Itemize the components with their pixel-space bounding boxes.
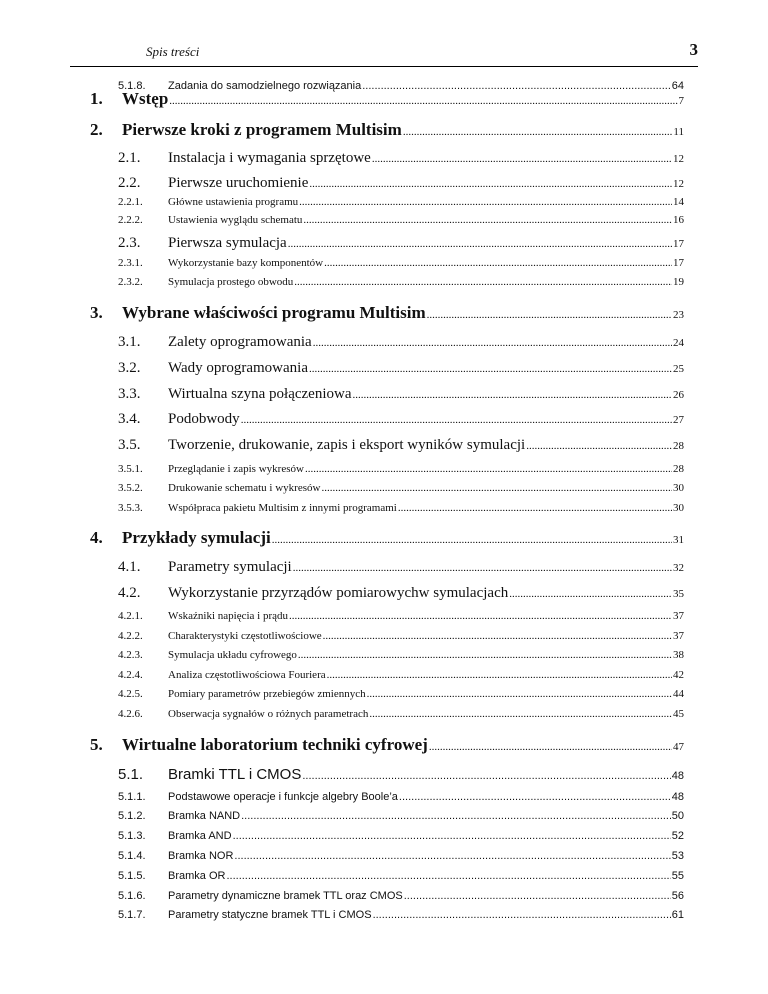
toc-entry-title: Zadania do samodzielnego rozwiązania (168, 80, 362, 92)
toc-entry-title: Wykorzystanie przyrządów pomiarowychw symulacjach (168, 585, 509, 601)
toc-entry-title: Parametry dynamiczne bramek TTL oraz CMOS (168, 890, 403, 902)
toc-entry (90, 482, 684, 496)
toc-entry (90, 870, 684, 884)
toc-entry (90, 334, 684, 352)
toc-entry-number: 4.2.3. (118, 649, 143, 661)
toc-entry (90, 735, 684, 755)
dot-leader (403, 126, 673, 138)
toc-entry-page: 61 (671, 909, 684, 921)
dot-leader (289, 610, 672, 622)
toc-entry-title: Pomiary parametrów przebiegów zmiennych (168, 688, 366, 700)
dot-leader (241, 810, 671, 822)
running-title: Spis treści (146, 44, 200, 59)
toc-entry-page: 27 (673, 414, 684, 426)
toc-entry-number: 2.2. (118, 175, 141, 191)
dot-leader (288, 238, 672, 250)
toc-entry-page: 28 (673, 463, 684, 475)
dot-leader (234, 850, 670, 862)
dot-leader (169, 95, 677, 107)
toc-entry-number: 2.3.1. (118, 257, 143, 269)
toc-entry-number: 4.2.1. (118, 610, 143, 622)
toc-entry-number: 5.1.8. (118, 80, 146, 92)
toc-entry-number: 5.1.7. (118, 909, 146, 921)
toc-entry-title: Wstęp (122, 89, 169, 108)
toc-entry-title: Drukowanie schematu i wykresów (168, 482, 321, 494)
toc-entry-title: Tworzenie, drukowanie, zapis i eksport wyników symulacji (168, 437, 526, 453)
toc-entry (90, 463, 684, 477)
toc-entry-number: 5.1.4. (118, 850, 146, 862)
toc-entry-title: Współpraca pakietu Multisim z innymi programami (168, 502, 397, 514)
toc-entry-title: Pierwsze kroki z programem Multisim (122, 120, 402, 139)
toc-entry-page: 64 (671, 80, 684, 92)
toc-entry (90, 585, 684, 603)
toc-entry-number: 4.2.2. (118, 630, 143, 642)
toc-entry-number: 2.1. (118, 150, 141, 166)
dot-leader (294, 276, 672, 288)
toc-entry (90, 196, 684, 210)
toc-entry-page: 31 (673, 534, 684, 546)
toc-entry (90, 791, 684, 805)
toc-entry (90, 80, 684, 94)
dot-leader (309, 363, 672, 375)
dot-leader (429, 741, 672, 753)
toc-entry (90, 150, 684, 168)
toc-entry-page: 12 (673, 178, 684, 190)
toc-entry-number: 5.1.1. (118, 791, 146, 803)
toc-entry-title: Wirtualne laboratorium techniki cyfrowej (122, 735, 428, 754)
toc-entry-number: 3.4. (118, 411, 141, 427)
toc-entry-number: 3.5.1. (118, 463, 143, 475)
dot-leader (352, 389, 672, 401)
toc-entry (90, 502, 684, 516)
dot-leader (302, 770, 670, 782)
toc-entry-number: 4.1. (118, 559, 141, 575)
toc-entry-title: Przykłady symulacji (122, 528, 271, 547)
toc-entry-title: Symulacja prostego obwodu (168, 276, 294, 288)
toc-entry-page: 32 (673, 562, 684, 574)
toc-entry (90, 669, 684, 683)
toc-entry-title: Ustawienia wyglądu schematu (168, 214, 303, 226)
dot-leader (226, 870, 670, 882)
toc-entry-page: 56 (671, 890, 684, 902)
dot-leader (241, 414, 672, 426)
toc-entry (90, 830, 684, 844)
toc-entry-page: 50 (671, 810, 684, 822)
dot-leader (233, 830, 671, 842)
toc-entry-page: 14 (673, 196, 684, 208)
toc-entry (90, 257, 684, 271)
dot-leader (305, 463, 672, 475)
toc-entry-title: Obserwacja sygnałów o różnych parametrach (168, 708, 369, 720)
toc-entry-number: 5.1.6. (118, 890, 146, 902)
toc-entry-page: 53 (671, 850, 684, 862)
toc-entry-number: 4. (90, 528, 103, 547)
toc-entry (90, 649, 684, 663)
toc-entry-number: 2.3.2. (118, 276, 143, 288)
toc-entry-number: 4.2.6. (118, 708, 143, 720)
toc-entry-page: 37 (673, 610, 684, 622)
dot-leader (299, 196, 672, 208)
toc-entry-title: Pierwsza symulacja (168, 235, 287, 251)
toc-entry-page: 48 (671, 770, 684, 782)
toc-entry-number: 3.2. (118, 360, 141, 376)
toc-entry-page: 11 (673, 126, 684, 138)
toc-entry-number: 3.5. (118, 437, 141, 453)
toc-entry-title: Wirtualna szyna połączeniowa (168, 386, 352, 402)
toc-entry-number: 3.5.2. (118, 482, 143, 494)
toc-entry-page: 19 (673, 276, 684, 288)
toc-entry-title: Podobwody (168, 411, 240, 427)
dot-leader (362, 80, 671, 92)
toc-entry (90, 120, 684, 140)
dot-leader (509, 588, 672, 600)
dot-leader (398, 502, 672, 514)
toc-entry-number: 2. (90, 120, 103, 139)
dot-leader (309, 178, 672, 190)
dot-leader (399, 791, 671, 803)
dot-leader (427, 309, 672, 321)
toc-entry-page: 35 (673, 588, 684, 600)
toc-entry-title: Bramka OR (168, 870, 226, 882)
toc-entry-title: Instalacja i wymagania sprzętowe (168, 150, 371, 166)
toc-entry-number: 4.2. (118, 585, 141, 601)
dot-leader (321, 482, 672, 494)
toc-entry (90, 303, 684, 323)
toc-entry-number: 5.1.3. (118, 830, 146, 842)
dot-leader (324, 257, 672, 269)
toc-entry-page: 48 (671, 791, 684, 803)
toc-entry (90, 708, 684, 722)
toc-entry (90, 214, 684, 228)
toc-entry-title: Symulacja układu cyfrowego (168, 649, 297, 661)
toc-entry (90, 630, 684, 644)
toc-entry-page: 7 (678, 95, 684, 107)
dot-leader (272, 534, 672, 546)
toc-entry-title: Wybrane właściwości programu Multisim (122, 303, 426, 322)
page-number: 3 (689, 40, 698, 59)
toc-entry (90, 276, 684, 290)
toc-entry-number: 4.2.5. (118, 688, 143, 700)
toc-entry-title: Analiza częstotliwościowa Fouriera (168, 669, 326, 681)
toc-entry (90, 610, 684, 624)
toc-entry (90, 360, 684, 378)
toc-entry (90, 890, 684, 904)
toc-entry-page: 24 (673, 337, 684, 349)
dot-leader (323, 630, 672, 642)
toc-entry (90, 909, 684, 923)
toc-entry-title: Bramka NOR (168, 850, 234, 862)
toc-entry (90, 175, 684, 193)
toc-entry-page: 52 (671, 830, 684, 842)
toc-entry-number: 3. (90, 303, 103, 322)
toc-entry-page: 30 (673, 482, 684, 494)
toc-entry-page: 38 (673, 649, 684, 661)
toc-entry-title: Przeglądanie i zapis wykresów (168, 463, 304, 475)
toc-entry (90, 386, 684, 404)
toc-entry-number: 3.3. (118, 386, 141, 402)
toc-entry-page: 44 (673, 688, 684, 700)
toc-entry-title: Wskaźniki napięcia i prądu (168, 610, 289, 622)
toc-entry-title: Bramka AND (168, 830, 232, 842)
toc-entry-page: 23 (673, 309, 684, 321)
toc-entry (90, 235, 684, 253)
toc-entry-page: 47 (673, 741, 684, 753)
toc-entry-page: 17 (673, 238, 684, 250)
toc-entry (90, 766, 684, 784)
toc-entry-number: 3.1. (118, 334, 141, 350)
toc-entry-title: Bramki TTL i CMOS (168, 766, 302, 783)
toc-entry-number: 5.1.5. (118, 870, 146, 882)
toc-entry-page: 17 (673, 257, 684, 269)
dot-leader (526, 440, 672, 452)
toc-entry-page: 16 (673, 214, 684, 226)
toc-entry (90, 810, 684, 824)
toc-entry-title: Wady oprogramowania (168, 360, 308, 376)
toc-entry (90, 411, 684, 429)
toc-entry-page: 42 (673, 669, 684, 681)
toc-entry-title: Zalety oprogramowania (168, 334, 312, 350)
toc-entry (90, 528, 684, 548)
toc-entry (90, 437, 684, 455)
toc-entry-title: Główne ustawienia programu (168, 196, 299, 208)
dot-leader (369, 708, 672, 720)
dot-leader (327, 669, 672, 681)
toc-entry-number: 5.1.2. (118, 810, 146, 822)
page-header (70, 40, 698, 67)
dot-leader (404, 890, 671, 902)
toc-entry-page: 26 (673, 389, 684, 401)
toc-entry-page: 37 (673, 630, 684, 642)
toc-entry-number: 3.5.3. (118, 502, 143, 514)
dot-leader (372, 153, 672, 165)
toc-entry-title: Parametry statyczne bramek TTL i CMOS (168, 909, 372, 921)
toc-entry-number: 5.1. (118, 766, 144, 783)
dot-leader (367, 688, 672, 700)
toc-entry-page: 28 (673, 440, 684, 452)
dot-leader (298, 649, 672, 661)
toc-entry-page: 30 (673, 502, 684, 514)
toc-entry-title: Pierwsze uruchomienie (168, 175, 309, 191)
toc-entry (90, 850, 684, 864)
toc-entry-number: 5. (90, 735, 103, 754)
toc-entry-title: Wykorzystanie bazy komponentów (168, 257, 324, 269)
toc-entry-title: Podstawowe operacje i funkcje algebry Boole’a (168, 791, 398, 803)
toc-entry-page: 12 (673, 153, 684, 165)
toc-entry-number: 2.3. (118, 235, 141, 251)
toc-entry-title: Parametry symulacji (168, 559, 292, 575)
toc-entry-page: 45 (673, 708, 684, 720)
toc-entry (90, 559, 684, 577)
dot-leader (293, 562, 672, 574)
toc-entry-number: 1. (90, 89, 103, 108)
dot-leader (303, 214, 672, 226)
dot-leader (313, 337, 672, 349)
toc-entry-number: 4.2.4. (118, 669, 143, 681)
dot-leader (373, 909, 671, 921)
toc-entry-page: 55 (671, 870, 684, 882)
toc-entry-title: Bramka NAND (168, 810, 241, 822)
toc-entry-number: 2.2.2. (118, 214, 143, 226)
toc-entry (90, 688, 684, 702)
toc-entry-number: 2.2.1. (118, 196, 143, 208)
toc-entry-title: Charakterystyki częstotliwościowe (168, 630, 322, 642)
toc-entry-page: 25 (673, 363, 684, 375)
